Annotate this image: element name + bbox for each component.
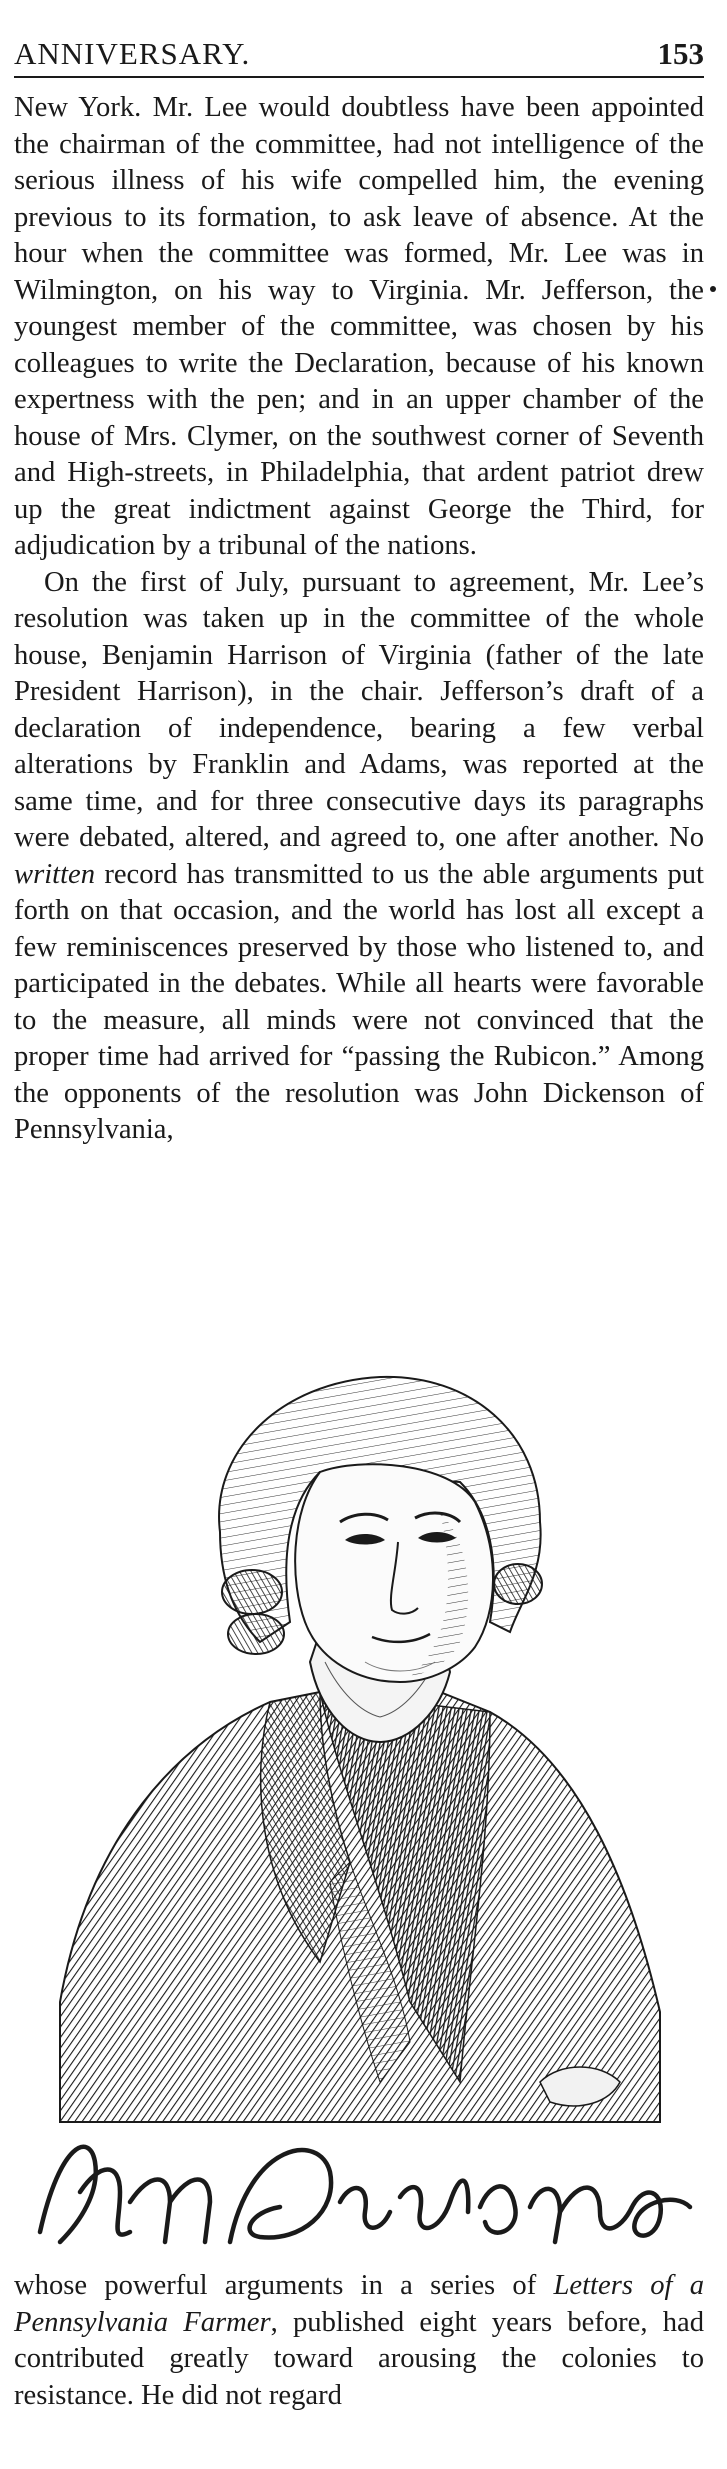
paragraph-2-emphasis: written (14, 858, 96, 890)
signature-facsimile (40, 2147, 690, 2242)
paragraph-2 (14, 565, 704, 1149)
running-head (14, 32, 704, 78)
margin-mark (710, 286, 716, 292)
page-number: 153 (657, 36, 704, 71)
paragraph-2-text-a: On the first of July, pursuant to agreement, Mr. Lee’s resolution was taken up in the committee of the whole house, Benjamin Harrison of Virginia (father of the late President Harrison), in the chair. Jefferson’s draft of a declaration of independence, bearing a few verbal alterations by Franklin and Adams, was reported at the same time, and for three consecutive days its paragraphs were debated, altered, and agreed to, one after another. No (14, 566, 704, 853)
running-title: ANNIVERSARY. (14, 36, 251, 71)
continuation-text-b: , published eight years before, had contributed greatly toward arousing the colonies to resistance. He did not regard (14, 2306, 704, 2411)
paragraph-1: New York. Mr. Lee would doubtless have been appointed the chairman of the committee, had not intelligence of the serious illness of his wife compelled him, the evening previous to its formation, to ask leave of absence. At the hour when the committee was formed, Mr. Lee was in Wilmington, on his way to Virginia. Mr. Jefferson, the youngest member of the committee, was chosen by his colleagues to write the Declaration, because of his known expertness with the pen; and in an upper chamber of the house of Mrs. Clymer, on the southwest corner of Seventh and High-streets, in Philadelphia, that ardent patriot drew up the great indictment against George the Third, for adjudication by a tribunal of the nations. (14, 92, 704, 561)
continuation-paragraph (14, 2268, 704, 2414)
body-text-top (14, 90, 704, 1149)
letters-title: Letters of a Pennsylvania Farmer (14, 2270, 704, 2338)
portrait-svg (20, 1362, 700, 2262)
dickinson-portrait-engraving (20, 1362, 700, 2262)
body-text-bottom (14, 2268, 704, 2414)
continuation-text-a: whose powerful arguments in a series of (14, 2270, 554, 2301)
paragraph-2-text-b: record has transmitted to us the able arguments put forth on that occasion, and the world has lost all except a few reminiscences preserved by those who listened to, and participated in the debates. While all hearts were favorable to the measure, all minds were not convinced that the proper time had arrived for “passing the Rubicon.” Among the opponents of the resolution was John Dickenson of Pennsylvania, (14, 858, 704, 1145)
